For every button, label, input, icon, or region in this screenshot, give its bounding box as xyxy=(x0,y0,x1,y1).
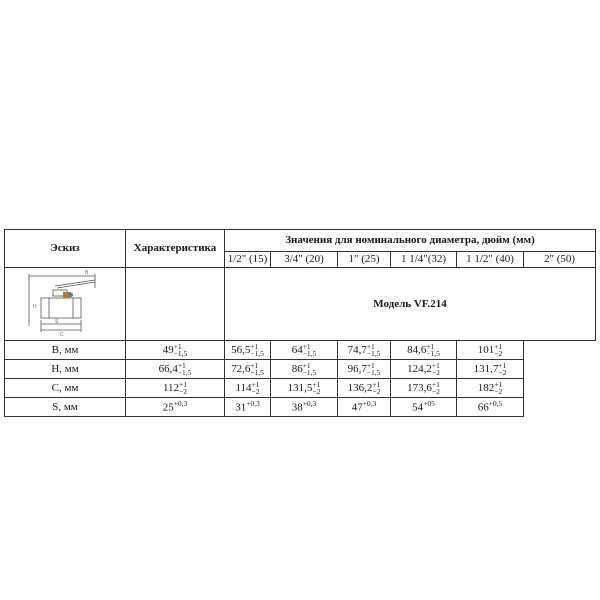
value-base: 47 xyxy=(351,401,363,414)
tolerance-minus: −1,5 xyxy=(366,368,381,377)
tolerance-sup: +0,3 xyxy=(302,399,317,409)
tolerance xyxy=(303,343,317,358)
value-base: 101 xyxy=(477,343,495,356)
value-cell xyxy=(126,360,225,379)
value-cell xyxy=(457,360,524,379)
value-cell xyxy=(457,398,524,417)
tolerance-minus: −1,5 xyxy=(250,349,264,358)
tolerance-minus: −1,5 xyxy=(302,349,317,358)
tolerance xyxy=(250,343,264,358)
value-base: 38 xyxy=(291,401,303,414)
tolerance xyxy=(174,343,188,358)
value-base: 131,5 xyxy=(287,381,313,394)
value-base: 131,7 xyxy=(473,362,499,375)
sketch-label-c: C xyxy=(60,332,64,338)
tolerance-plus: +1 xyxy=(302,360,311,370)
value-base: 25 xyxy=(162,401,174,414)
tolerance-minus: −2 xyxy=(312,387,321,396)
size-header: 1 1/4"(32) xyxy=(391,252,457,268)
tolerance-plus: +1 xyxy=(173,341,182,351)
tolerance xyxy=(312,381,320,396)
value-cell xyxy=(225,360,271,379)
tolerance-minus: −1,5 xyxy=(366,349,381,358)
tolerance-sup: +0,3 xyxy=(362,399,377,409)
value-base: 66,4 xyxy=(158,362,178,375)
tolerance-plus: +1 xyxy=(372,379,381,389)
tolerance-minus: −2 xyxy=(431,368,440,377)
tolerance-minus: −2 xyxy=(372,387,381,396)
value-cell xyxy=(126,341,225,360)
sketch-cell xyxy=(5,268,126,341)
ball-valve-sketch-icon xyxy=(25,268,105,340)
characteristic-header: Характеристика xyxy=(126,230,225,268)
tolerance xyxy=(372,381,380,396)
value-cell xyxy=(271,398,338,417)
tolerance-plus: +1 xyxy=(494,379,503,389)
value-base: 86 xyxy=(291,362,303,375)
table-row xyxy=(5,341,596,360)
value-base: 56,5 xyxy=(231,343,251,356)
tolerance-plus: +1 xyxy=(431,379,440,389)
tolerance-plus: +1 xyxy=(366,360,375,370)
value-cell xyxy=(126,398,225,417)
tolerance xyxy=(432,362,440,377)
table-row xyxy=(5,398,596,417)
tolerance-sup: +0,5 xyxy=(488,399,503,409)
tolerance-minus: −2 xyxy=(494,387,503,396)
value-base: 112 xyxy=(162,381,180,394)
value-base: 114 xyxy=(235,381,252,394)
value-cell xyxy=(457,379,524,398)
tolerance-minus: −1,5 xyxy=(302,368,317,377)
size-header: 3/4" (20) xyxy=(271,252,338,268)
tolerance xyxy=(179,381,187,396)
tolerance-plus: +1 xyxy=(426,341,435,351)
tolerance-minus: −1,5 xyxy=(173,349,188,358)
value-base: 136,2 xyxy=(347,381,373,394)
value-base: 66 xyxy=(477,401,489,414)
tolerance-plus: +1 xyxy=(250,341,259,351)
row-label: C, мм xyxy=(5,379,126,398)
tolerance-minus: −2 xyxy=(179,387,188,396)
tolerance-plus: +1 xyxy=(431,360,440,370)
value-base: 74,7 xyxy=(347,343,367,356)
table-row xyxy=(5,360,596,379)
value-cell xyxy=(338,341,391,360)
tolerance-minus: −1,5 xyxy=(426,349,440,358)
tolerance-minus: −1,5 xyxy=(177,368,192,377)
tolerance-plus: +1 xyxy=(312,379,321,389)
value-cell xyxy=(126,379,225,398)
tolerance-plus: +1 xyxy=(250,360,259,370)
row-label: S, мм xyxy=(5,398,126,417)
sketch-label-s: S xyxy=(55,319,59,325)
tolerance xyxy=(494,381,502,396)
value-base: 173,6 xyxy=(407,381,432,394)
tolerance xyxy=(498,362,506,377)
size-header: 1" (25) xyxy=(338,252,391,268)
value-cell xyxy=(338,398,391,417)
size-header: 1 1/2" (40) xyxy=(457,252,524,268)
row-label: H, мм xyxy=(5,360,126,379)
tolerance-sup: +0,3 xyxy=(173,399,188,409)
tolerance xyxy=(432,381,440,396)
value-cell xyxy=(225,379,271,398)
tolerance xyxy=(178,362,192,377)
value-cell xyxy=(457,341,524,360)
value-cell xyxy=(271,360,338,379)
tolerance xyxy=(426,343,440,358)
values-header: Значения для номинального диаметра, дюйм (мм) xyxy=(225,230,596,252)
tolerance-minus: −2 xyxy=(494,349,503,358)
sketch-label-h: H xyxy=(33,304,37,310)
tolerance-minus: −2 xyxy=(498,368,507,377)
tolerance-minus: −2 xyxy=(431,387,440,396)
value-cell xyxy=(391,360,457,379)
value-base: 54 xyxy=(412,401,424,414)
size-header: 2" (50) xyxy=(524,252,596,268)
sketch-header: Эскиз xyxy=(5,230,126,268)
tolerance-plus: +1 xyxy=(498,360,507,370)
tolerance-plus: +1 xyxy=(366,341,375,351)
value-cell xyxy=(271,341,338,360)
value-cell xyxy=(391,341,457,360)
tolerance xyxy=(367,362,381,377)
value-cell xyxy=(271,379,338,398)
size-header: 1/2" (15) xyxy=(225,252,271,268)
spec-table xyxy=(4,229,596,417)
value-base: 72,6 xyxy=(231,362,251,375)
value-cell xyxy=(391,398,457,417)
tolerance xyxy=(303,362,317,377)
tolerance-sup: +05 xyxy=(423,399,435,409)
tolerance-minus: −1,5 xyxy=(250,368,264,377)
tolerance-sup: +0,3 xyxy=(246,399,260,409)
tolerance xyxy=(252,381,260,396)
row-label: B, мм xyxy=(5,341,126,360)
tolerance-plus: +1 xyxy=(179,379,188,389)
table-row xyxy=(5,379,596,398)
tolerance xyxy=(367,343,381,358)
tolerance-plus: +1 xyxy=(494,341,503,351)
value-base: 31 xyxy=(235,401,247,414)
value-cell xyxy=(391,379,457,398)
value-base: 124,2 xyxy=(407,362,432,375)
tolerance-plus: +1 xyxy=(177,360,186,370)
tolerance-minus: −2 xyxy=(251,387,260,396)
value-cell xyxy=(338,360,391,379)
tolerance-plus: +1 xyxy=(302,341,311,351)
value-base: 49 xyxy=(162,343,174,356)
value-base: 182 xyxy=(477,381,495,394)
value-base: 64 xyxy=(291,343,303,356)
value-base: 96,7 xyxy=(347,362,367,375)
value-cell xyxy=(225,341,271,360)
tolerance xyxy=(494,343,502,358)
tolerance xyxy=(250,362,264,377)
value-cell xyxy=(225,398,271,417)
value-cell xyxy=(338,379,391,398)
value-base: 84,6 xyxy=(407,343,427,356)
tolerance-plus: +1 xyxy=(251,379,260,389)
sketch-label-b: B xyxy=(85,270,89,276)
model-title: Модель VF.214 xyxy=(225,268,596,341)
